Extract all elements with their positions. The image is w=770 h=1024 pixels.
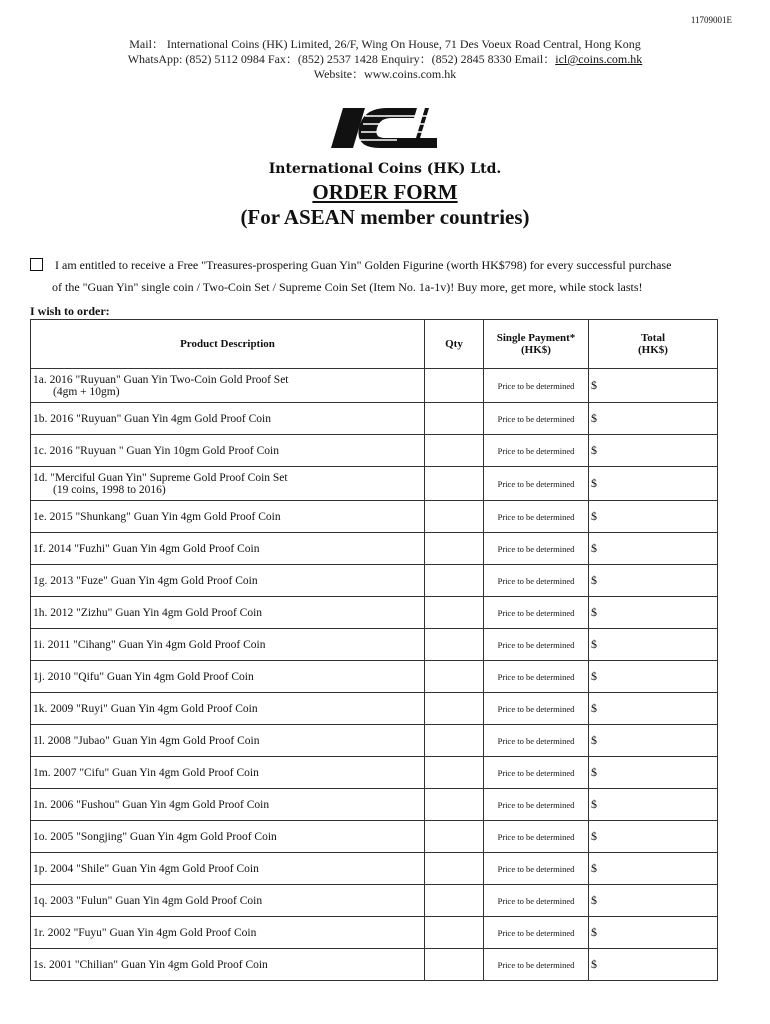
product-name: 1j. 2010 "Qifu" Guan Yin 4gm Gold Proof Coin <box>33 670 254 683</box>
header-total <box>589 320 718 369</box>
total-amount-cell[interactable] <box>589 435 718 467</box>
product-name: 1h. 2012 "Zizhu" Guan Yin 4gm Gold Proof Coin <box>33 606 263 619</box>
qty-input-cell[interactable] <box>425 369 484 403</box>
header-single-payment-label: Single Payment* <box>496 332 576 344</box>
free-gift-offer <box>30 254 730 298</box>
currency-symbol: $ <box>591 797 597 811</box>
product-description <box>31 853 425 885</box>
header-total-label: Total <box>640 332 666 344</box>
product-description <box>31 885 425 917</box>
currency-symbol: $ <box>591 829 597 843</box>
qty-input-cell[interactable] <box>425 629 484 661</box>
contact-block <box>0 37 770 82</box>
header-single-payment <box>484 320 589 369</box>
single-payment-price: Price to be determined <box>484 693 589 725</box>
total-amount-cell[interactable] <box>589 949 718 981</box>
total-amount-cell[interactable] <box>589 597 718 629</box>
table-row <box>31 661 718 693</box>
currency-symbol: $ <box>591 411 597 425</box>
table-row <box>31 565 718 597</box>
single-payment-price: Price to be determined <box>484 725 589 757</box>
qty-input-cell[interactable] <box>425 467 484 501</box>
total-amount-cell[interactable] <box>589 369 718 403</box>
single-payment-price: Price to be determined <box>484 629 589 661</box>
table-row <box>31 693 718 725</box>
table-row <box>31 725 718 757</box>
icl-logo-icon <box>325 104 445 154</box>
table-row <box>31 853 718 885</box>
qty-input-cell[interactable] <box>425 725 484 757</box>
qty-input-cell[interactable] <box>425 821 484 853</box>
currency-symbol: $ <box>591 957 597 971</box>
table-row <box>31 629 718 661</box>
product-description <box>31 693 425 725</box>
single-payment-price: Price to be determined <box>484 661 589 693</box>
logo-company-name: International Coins (HK) Ltd. <box>268 161 502 177</box>
single-payment-price: Price to be determined <box>484 597 589 629</box>
phone-email-line <box>0 52 770 67</box>
table-row <box>31 369 718 403</box>
table-row <box>31 467 718 501</box>
logo-mark-text: ICL <box>325 104 327 105</box>
currency-symbol: $ <box>591 893 597 907</box>
table-row <box>31 789 718 821</box>
single-payment-price: Price to be determined <box>484 949 589 981</box>
phone-numbers: WhatsApp: (852) 5112 0984 Fax：(852) 2537 1428 Enquiry：(852) 2845 8330 Email： <box>127 52 556 66</box>
single-payment-price: Price to be determined <box>484 757 589 789</box>
qty-input-cell[interactable] <box>425 949 484 981</box>
product-description <box>31 467 425 501</box>
total-amount-cell[interactable] <box>589 693 718 725</box>
order-rows <box>31 369 718 981</box>
product-name: 1l. 2008 "Jubao" Guan Yin 4gm Gold Proof Coin <box>33 734 260 747</box>
product-name: 1b. 2016 "Ruyuan" Guan Yin 4gm Gold Proof Coin <box>33 412 272 425</box>
product-detail: (4gm + 10gm) <box>53 385 120 398</box>
total-amount-cell[interactable] <box>589 533 718 565</box>
currency-symbol: $ <box>591 378 597 392</box>
header-qty: Qty <box>425 320 484 369</box>
single-payment-price: Price to be determined <box>484 821 589 853</box>
product-name: 1o. 2005 "Songjing" Guan Yin 4gm Gold Proof Coin <box>33 830 277 843</box>
page-subtitle: (For ASEAN member countries) <box>240 205 530 229</box>
currency-symbol: $ <box>591 669 597 683</box>
single-payment-price: Price to be determined <box>484 501 589 533</box>
free-gift-checkbox[interactable] <box>30 258 43 271</box>
table-row <box>31 435 718 467</box>
mail-address: Mail： International Coins (HK) Limited, 26/F, Wing On House, 71 Des Voeux Road Central, Hong Kong <box>129 37 641 51</box>
product-name: 1c. 2016 "Ruyuan " Guan Yin 10gm Gold Proof Coin <box>33 444 279 457</box>
currency-symbol: $ <box>591 573 597 587</box>
currency-symbol: $ <box>591 765 597 779</box>
product-name: 1n. 2006 "Fushou" Guan Yin 4gm Gold Proof Coin <box>33 798 270 811</box>
currency-symbol: $ <box>591 701 597 715</box>
product-description <box>31 757 425 789</box>
product-description <box>31 501 425 533</box>
qty-input-cell[interactable] <box>425 565 484 597</box>
table-row <box>31 821 718 853</box>
table-row <box>31 533 718 565</box>
qty-input-cell[interactable] <box>425 403 484 435</box>
total-amount-cell[interactable] <box>589 565 718 597</box>
product-name: 1g. 2013 "Fuze" Guan Yin 4gm Gold Proof Coin <box>33 574 258 587</box>
qty-input-cell[interactable] <box>425 885 484 917</box>
document-id: 11709001E <box>690 15 732 25</box>
single-payment-price: Price to be determined <box>484 533 589 565</box>
qty-input-cell[interactable] <box>425 435 484 467</box>
table-row <box>31 403 718 435</box>
currency-symbol: $ <box>591 637 597 651</box>
table-row <box>31 885 718 917</box>
currency-symbol: $ <box>591 861 597 875</box>
offer-text-line1: I am entitled to receive a Free "Treasures-prospering Guan Yin" Golden Figurine (worth HK$798) for every successful purchase <box>55 258 672 272</box>
qty-input-cell[interactable] <box>425 501 484 533</box>
table-header-row <box>31 320 718 369</box>
product-description <box>31 949 425 981</box>
product-name: 1m. 2007 "Cifu" Guan Yin 4gm Gold Proof Coin <box>33 766 259 779</box>
product-description <box>31 661 425 693</box>
currency-symbol: $ <box>591 925 597 939</box>
qty-input-cell[interactable] <box>425 789 484 821</box>
total-amount-cell[interactable] <box>589 661 718 693</box>
qty-input-cell[interactable] <box>425 597 484 629</box>
email-link[interactable]: icl@coins.com.hk <box>555 52 643 66</box>
total-amount-cell[interactable] <box>589 757 718 789</box>
single-payment-price: Price to be determined <box>484 789 589 821</box>
table-row <box>31 597 718 629</box>
product-description <box>31 533 425 565</box>
currency-symbol: $ <box>591 733 597 747</box>
total-amount-cell[interactable] <box>589 789 718 821</box>
product-name: 1p. 2004 "Shile" Guan Yin 4gm Gold Proof Coin <box>33 862 259 875</box>
qty-input-cell[interactable] <box>425 533 484 565</box>
product-name: 1a. 2016 "Ruyuan" Guan Yin Two-Coin Gold Proof Set <box>33 373 289 386</box>
product-description <box>31 789 425 821</box>
single-payment-price: Price to be determined <box>484 917 589 949</box>
product-description <box>31 917 425 949</box>
product-name: 1e. 2015 "Shunkang" Guan Yin 4gm Gold Proof Coin <box>33 510 281 523</box>
total-amount-cell[interactable] <box>589 821 718 853</box>
product-description <box>31 725 425 757</box>
qty-input-cell[interactable] <box>425 757 484 789</box>
product-name: 1k. 2009 "Ruyi" Guan Yin 4gm Gold Proof Coin <box>33 702 258 715</box>
total-amount-cell[interactable] <box>589 917 718 949</box>
header-total-unit: (HK$) <box>638 344 668 356</box>
website-line: Website：www.coins.com.hk <box>313 67 457 81</box>
offer-text-line2: of the "Guan Yin" single coin / Two-Coin Set / Supreme Coin Set (Item No. 1a-1v)! Buy more, get more, while stock lasts! <box>52 280 643 294</box>
single-payment-price: Price to be determined <box>484 565 589 597</box>
total-amount-cell[interactable] <box>589 885 718 917</box>
product-description <box>31 565 425 597</box>
total-amount-cell[interactable] <box>589 725 718 757</box>
product-name: 1d. "Merciful Guan Yin" Supreme Gold Proof Coin Set <box>33 471 288 484</box>
product-description <box>31 403 425 435</box>
currency-symbol: $ <box>591 605 597 619</box>
total-amount-cell[interactable] <box>589 853 718 885</box>
currency-symbol: $ <box>591 509 597 523</box>
header-single-payment-unit: (HK$) <box>521 344 551 356</box>
total-amount-cell[interactable] <box>589 403 718 435</box>
product-name: 1i. 2011 "Cihang" Guan Yin 4gm Gold Proof Coin <box>33 638 266 651</box>
qty-input-cell[interactable] <box>425 917 484 949</box>
product-name: 1s. 2001 "Chilian" Guan Yin 4gm Gold Proof Coin <box>33 958 268 971</box>
table-row <box>31 917 718 949</box>
qty-input-cell[interactable] <box>425 853 484 885</box>
table-row <box>31 501 718 533</box>
currency-symbol: $ <box>591 476 597 490</box>
qty-input-cell[interactable] <box>425 693 484 725</box>
total-amount-cell[interactable] <box>589 501 718 533</box>
header-product-description: Product Description <box>31 320 425 369</box>
qty-input-cell[interactable] <box>425 661 484 693</box>
currency-symbol: $ <box>591 443 597 457</box>
table-row <box>31 757 718 789</box>
single-payment-price: Price to be determined <box>484 369 589 403</box>
total-amount-cell[interactable] <box>589 467 718 501</box>
page-title: ORDER FORM <box>312 180 458 204</box>
single-payment-price: Price to be determined <box>484 853 589 885</box>
single-payment-price: Price to be determined <box>484 885 589 917</box>
table-row <box>31 949 718 981</box>
product-detail: (19 coins, 1998 to 2016) <box>53 483 166 496</box>
product-description <box>31 629 425 661</box>
single-payment-price: Price to be determined <box>484 403 589 435</box>
order-section-label: I wish to order: <box>30 304 110 318</box>
product-name: 1q. 2003 "Fulun" Guan Yin 4gm Gold Proof Coin <box>33 894 263 907</box>
total-amount-cell[interactable] <box>589 629 718 661</box>
product-name: 1r. 2002 "Fuyu" Guan Yin 4gm Gold Proof Coin <box>33 926 257 939</box>
product-description <box>31 435 425 467</box>
single-payment-price: Price to be determined <box>484 467 589 501</box>
product-description <box>31 597 425 629</box>
product-name: 1f. 2014 "Fuzhi" Guan Yin 4gm Gold Proof Coin <box>33 542 260 555</box>
product-description <box>31 369 425 403</box>
company-logo <box>0 104 770 177</box>
single-payment-price: Price to be determined <box>484 435 589 467</box>
product-description <box>31 821 425 853</box>
currency-symbol: $ <box>591 541 597 555</box>
order-table <box>30 319 718 981</box>
